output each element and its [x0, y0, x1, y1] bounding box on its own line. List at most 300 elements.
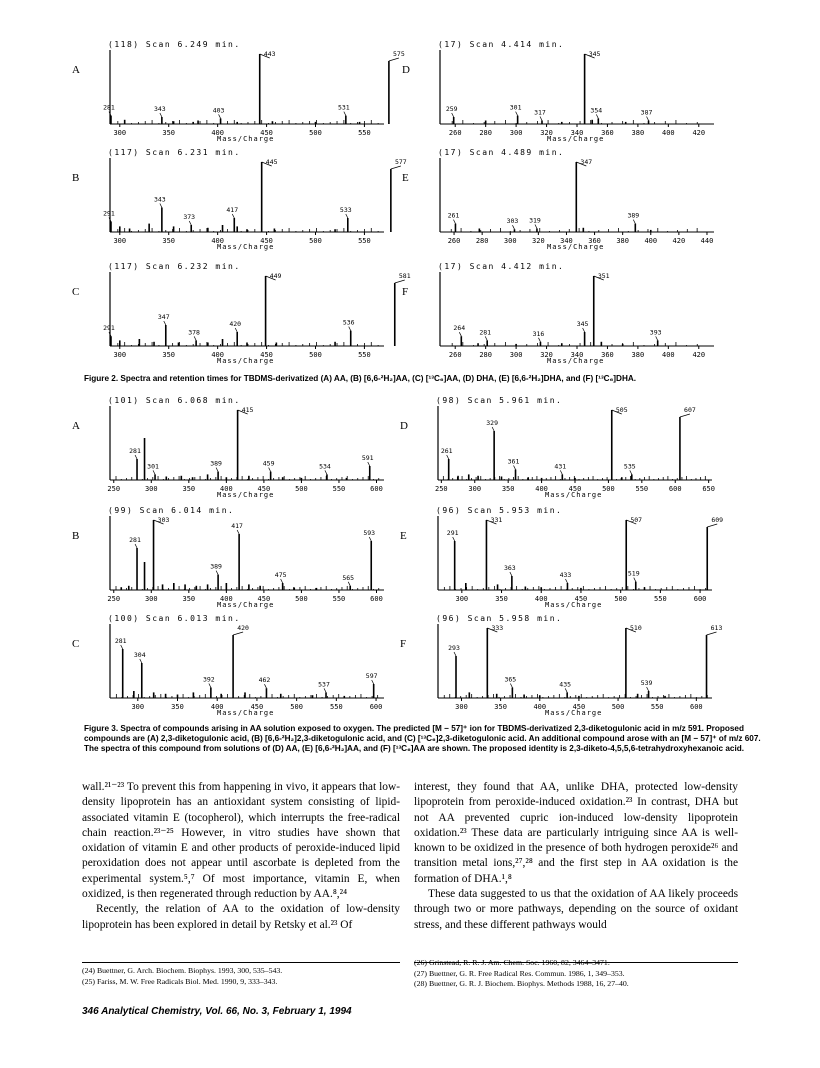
panel-letter: E — [402, 172, 409, 184]
peak-leader-line — [647, 117, 649, 121]
peak-label: 365 — [504, 675, 517, 684]
peak-label: 361 — [507, 457, 520, 466]
x-tick-label: 320 — [540, 129, 553, 137]
peak-label: 445 — [265, 158, 278, 166]
peak-label: 505 — [615, 406, 628, 414]
x-tick-label: 450 — [572, 703, 586, 711]
x-tick-label: 420 — [692, 129, 706, 137]
peak-leader-line — [368, 462, 370, 466]
peak-leader-line — [512, 225, 514, 229]
reference-item: (24) Buettner, G. Arch. Biochem. Biophys. 1993, 300, 535–543. — [82, 966, 283, 975]
peak-label: 443 — [263, 50, 276, 58]
peak-leader-line — [485, 336, 487, 340]
peak-leader-line — [538, 338, 540, 342]
x-tick-label: 350 — [501, 485, 515, 493]
x-tick-label: 400 — [662, 129, 675, 137]
peak-label: 343 — [153, 195, 166, 204]
references-right — [414, 958, 738, 990]
peak-label: 531 — [337, 103, 350, 112]
references-left — [82, 966, 400, 987]
reference-item: (25) Fariss, M. W. Free Radicals Biol. Med. 1990, 9, 333–343. — [82, 976, 278, 986]
figure2-caption-text: Spectra and retention times for TBDMS-derivatized (A) AA, (B) [6,6-²H₂]AA, (C) [¹³C₆]AA, (D) DHA, (E) [6,6-²H₂]DHA, and (F) [¹³C₆]DHA. — [120, 374, 637, 383]
peak-label: 535 — [623, 462, 636, 471]
x-tick-label: 420 — [672, 237, 686, 245]
peak-label: 475 — [274, 571, 287, 579]
peak-leader-line — [565, 579, 567, 583]
peak-label: 281 — [479, 328, 492, 337]
scan-header: (101) Scan 6.068 min. — [108, 396, 241, 405]
peak-leader-line — [216, 468, 218, 472]
x-tick-label: 550 — [330, 703, 343, 711]
peak-label: 591 — [361, 454, 374, 462]
x-tick-label: 450 — [574, 595, 588, 603]
peak-leader-line — [194, 336, 196, 340]
x-tick-label: 550 — [332, 485, 346, 493]
peak-leader-line — [219, 114, 221, 118]
fig2-panel-b — [72, 148, 412, 260]
peak-leader-line — [633, 220, 635, 224]
x-tick-label: 600 — [370, 485, 383, 493]
peak-label: 593 — [363, 529, 376, 537]
peak-label: 317 — [534, 108, 546, 117]
x-tick-label: 250 — [107, 595, 121, 603]
peak-leader-line — [389, 58, 399, 61]
x-tick-label: 450 — [260, 129, 273, 137]
body-right-paragraph-1: interest, they found that AA, unlike DHA, protected low-density lipoprotein from peroxide-induced oxidation.²³ In contrast, DHA but not AA prevented cupric ion-induced low-density lipoprotein oxidation.²³ These data are particularly intriguing since AA is well-known to be oxidized in the presence of both hydrogen peroxide²⁶ and transition metal ions,²⁷,²⁸ and the first step in AA oxidation is the formation of DHA.¹,⁸ — [414, 781, 738, 885]
x-tick-label: 440 — [700, 237, 714, 245]
peak-label: 536 — [342, 318, 355, 327]
scan-header: (17) Scan 4.414 min. — [438, 40, 565, 49]
x-tick-label: 600 — [668, 485, 682, 493]
peak-label: 303 — [157, 516, 170, 524]
x-tick-label: 550 — [654, 595, 667, 603]
peak-label: 347 — [157, 313, 170, 321]
x-tick-label: 280 — [479, 129, 492, 137]
peak-leader-line — [140, 659, 142, 663]
peak-label: 607 — [684, 406, 696, 414]
x-tick-label: 550 — [358, 129, 371, 137]
x-tick-label: 300 — [131, 703, 145, 711]
x-tick-label: 350 — [495, 595, 508, 603]
scan-header: (118) Scan 6.249 min. — [108, 40, 241, 49]
peak-label: 575 — [393, 50, 405, 58]
peak-leader-line — [565, 688, 567, 692]
x-tick-label: 550 — [358, 351, 371, 359]
peak-leader-line — [514, 466, 516, 470]
peak-label: 345 — [576, 320, 589, 328]
figure2-caption-label: Figure 2. — [84, 374, 119, 383]
peak-leader-line — [372, 680, 374, 684]
x-tick-label: 250 — [107, 485, 121, 493]
scan-header: (96) Scan 5.953 min. — [436, 506, 563, 515]
panel-letter: E — [400, 530, 407, 542]
peak-label: 281 — [129, 536, 141, 544]
peak-leader-line — [160, 204, 162, 208]
x-tick-label: 350 — [494, 703, 507, 711]
peak-label: 363 — [503, 564, 516, 572]
x-tick-label: 500 — [309, 129, 322, 137]
x-tick-label: 300 — [113, 129, 127, 137]
peak-label: 519 — [627, 569, 640, 578]
x-tick-label: 420 — [692, 351, 706, 359]
x-tick-label: 400 — [220, 485, 233, 493]
x-tick-label: 280 — [479, 351, 492, 359]
x-tick-label: 300 — [455, 703, 468, 711]
scan-header: (117) Scan 6.232 min. — [108, 262, 241, 271]
x-tick-label: 400 — [211, 237, 224, 245]
peak-label: 373 — [183, 213, 196, 221]
peak-label: 415 — [241, 406, 254, 414]
scan-header: (96) Scan 5.958 min. — [436, 614, 563, 623]
peak-leader-line — [164, 321, 166, 325]
x-tick-label: 400 — [533, 703, 547, 711]
scan-header: (100) Scan 6.013 min. — [108, 614, 241, 623]
scan-header: (98) Scan 5.961 min. — [436, 396, 563, 405]
peak-label: 389 — [210, 459, 222, 468]
peak-leader-line — [232, 214, 234, 218]
fig2-panel-d — [402, 40, 742, 152]
fig3-panel-c — [72, 614, 412, 726]
peak-label: 259 — [445, 105, 458, 113]
peak-leader-line — [269, 468, 271, 472]
x-tick-label: 300 — [509, 129, 523, 137]
scan-header: (117) Scan 6.231 min. — [108, 148, 241, 157]
figure3-caption-label: Figure 3. — [84, 724, 119, 733]
peak-label: 331 — [490, 516, 503, 524]
scan-header: (17) Scan 4.489 min. — [438, 148, 565, 157]
x-tick-label: 260 — [448, 351, 462, 359]
peak-label: 534 — [319, 462, 331, 471]
peak-label: 329 — [486, 419, 499, 427]
peak-label: 261 — [447, 211, 460, 220]
peak-label: 403 — [212, 106, 225, 115]
peak-leader-line — [680, 414, 690, 417]
x-tick-label: 300 — [144, 595, 158, 603]
peak-label: 293 — [448, 644, 460, 652]
peak-leader-line — [395, 280, 405, 283]
page-footer: 346 Analytical Chemistry, Vol. 66, No. 3, February 1, 1994 — [82, 1006, 352, 1017]
fig3-panel-f — [400, 614, 740, 726]
peak-leader-line — [510, 572, 512, 576]
peak-leader-line — [510, 684, 512, 688]
peak-label: 537 — [318, 680, 330, 689]
x-tick-label: 400 — [534, 595, 548, 603]
x-axis-label: Mass/Charge — [545, 709, 603, 717]
x-tick-label: 500 — [309, 351, 322, 359]
peak-label: 347 — [580, 158, 593, 166]
fig3-panel-e — [400, 506, 740, 618]
peak-leader-line — [135, 455, 137, 459]
x-tick-label: 500 — [611, 703, 625, 711]
peak-leader-line — [235, 328, 237, 332]
peak-leader-line — [264, 684, 266, 688]
peak-leader-line — [348, 582, 350, 586]
x-tick-label: 320 — [540, 351, 553, 359]
peak-label: 281 — [114, 637, 127, 645]
x-tick-label: 360 — [601, 351, 614, 359]
peak-leader-line — [349, 327, 351, 331]
peak-leader-line — [324, 688, 326, 692]
peak-label: 613 — [710, 624, 723, 632]
x-tick-label: 320 — [532, 237, 545, 245]
peak-leader-line — [560, 470, 562, 474]
x-tick-label: 350 — [162, 129, 176, 137]
peak-label: 291 — [103, 324, 115, 333]
x-tick-label: 380 — [631, 351, 645, 359]
peak-label: 387 — [640, 108, 653, 117]
x-tick-label: 500 — [290, 703, 303, 711]
peak-leader-line — [492, 427, 494, 431]
panel-letter: A — [72, 420, 80, 432]
peak-leader-line — [135, 544, 137, 548]
peak-label: 351 — [597, 272, 610, 280]
x-tick-label: 500 — [602, 485, 615, 493]
peak-leader-line — [707, 524, 717, 527]
peak-leader-line — [189, 221, 191, 225]
peak-leader-line — [535, 225, 537, 229]
peak-label: 577 — [394, 158, 407, 166]
x-tick-label: 360 — [601, 129, 614, 137]
peak-label: 417 — [226, 206, 239, 214]
peak-label: 431 — [554, 462, 567, 471]
peak-label: 539 — [640, 679, 653, 687]
peak-leader-line — [447, 455, 449, 459]
x-tick-label: 250 — [435, 485, 448, 493]
x-tick-label: 350 — [162, 351, 176, 359]
x-axis-label: Mass/Charge — [217, 357, 275, 365]
panel-letter: C — [72, 638, 80, 650]
peak-label: 435 — [559, 680, 572, 689]
peak-leader-line — [656, 336, 658, 340]
body-left-column — [82, 780, 400, 933]
fig3-panel-a — [72, 396, 412, 508]
peak-label: 449 — [269, 272, 282, 280]
peak-label: 597 — [365, 672, 378, 680]
panel-letter: D — [402, 64, 410, 76]
peak-leader-line — [459, 332, 461, 336]
peak-leader-line — [369, 537, 371, 541]
peak-label: 343 — [153, 105, 166, 113]
peak-label: 261 — [440, 447, 453, 455]
x-tick-label: 400 — [211, 129, 224, 137]
figure2-caption — [84, 374, 774, 384]
peak-label: 303 — [506, 217, 519, 226]
peak-label: 420 — [237, 624, 249, 632]
x-axis-label: Mass/Charge — [545, 601, 603, 609]
x-tick-label: 300 — [113, 351, 127, 359]
peak-leader-line — [596, 114, 598, 118]
fig2-panel-c — [72, 262, 412, 374]
x-tick-label: 450 — [250, 703, 264, 711]
peak-label: 301 — [509, 103, 522, 112]
x-tick-label: 450 — [257, 595, 271, 603]
x-tick-label: 300 — [113, 237, 127, 245]
x-axis-label: Mass/Charge — [217, 601, 275, 609]
x-tick-label: 360 — [588, 237, 601, 245]
peak-leader-line — [209, 684, 211, 688]
fig3-panel-d — [400, 396, 740, 508]
reference-item: (28) Buettner, G. R. J. Biochem. Biophys. Methods 1988, 16, 27–40. — [414, 979, 629, 988]
x-tick-label: 300 — [509, 351, 523, 359]
fig3-panel-b — [72, 506, 412, 618]
x-tick-label: 350 — [182, 485, 196, 493]
x-axis-label: Mass/Charge — [547, 357, 605, 365]
peak-leader-line — [454, 652, 456, 656]
figure3-caption — [84, 724, 774, 754]
x-axis-label: Mass/Charge — [217, 709, 275, 717]
x-tick-label: 500 — [309, 237, 322, 245]
peak-label: 291 — [103, 209, 115, 218]
x-tick-label: 300 — [455, 595, 469, 603]
x-axis-label: Mass/Charge — [547, 135, 605, 143]
x-tick-label: 450 — [260, 237, 273, 245]
x-tick-label: 300 — [468, 485, 482, 493]
x-tick-label: 550 — [635, 485, 649, 493]
peak-leader-line — [344, 112, 346, 116]
peak-label: 291 — [446, 529, 459, 537]
peak-leader-line — [452, 113, 454, 117]
x-tick-label: 260 — [448, 129, 462, 137]
peak-label: 533 — [339, 206, 352, 214]
x-tick-label: 400 — [662, 351, 675, 359]
panel-letter: C — [72, 286, 80, 298]
peak-label: 333 — [491, 624, 504, 632]
peak-label: 304 — [133, 651, 146, 659]
scan-header: (99) Scan 6.014 min. — [108, 506, 235, 515]
fig2-panel-e — [402, 148, 742, 260]
peak-leader-line — [237, 530, 239, 534]
body-right-paragraph-2: These data suggested to us that the oxidation of AA likely proceeds through two or more pathways, depending on the source of oxidant stress, and these different pathways would — [414, 888, 738, 931]
peak-label: 609 — [711, 516, 724, 524]
peak-label: 345 — [588, 50, 601, 58]
x-tick-label: 400 — [535, 485, 548, 493]
peak-leader-line — [453, 537, 455, 541]
peak-leader-line — [583, 328, 585, 332]
peak-label: 281 — [129, 447, 141, 455]
x-tick-label: 600 — [690, 703, 703, 711]
x-tick-label: 500 — [614, 595, 627, 603]
peak-label: 319 — [529, 216, 541, 225]
peak-leader-line — [281, 579, 283, 583]
peak-label: 354 — [590, 106, 603, 115]
panel-letter: B — [72, 530, 80, 542]
body-left-paragraph-1: wall.²¹⁻²³ To prevent this from happening in vivo, it appears that low-density lipoprotein has an antioxidant system consisting of lipid-associated vitamin E (tocopherol), which interrupts the free-radical chain reaction.²³⁻²⁵ However, in vitro studies have shown that oxidation of vitamin E and other products of peroxide-induced lipid peroxidation does not appear until ascorbate is depleted from the experimental system.⁵,⁷ Of most importance, vitamin E, when oxidized, is then regenerated through reduction by AA.⁸,²⁴ — [82, 781, 400, 901]
peak-leader-line — [630, 470, 632, 474]
x-tick-label: 400 — [210, 703, 224, 711]
panel-letter: F — [400, 638, 407, 650]
x-tick-label: 300 — [144, 485, 158, 493]
peak-label: 378 — [188, 328, 200, 337]
x-tick-label: 600 — [370, 595, 383, 603]
x-tick-label: 350 — [182, 595, 196, 603]
peak-leader-line — [707, 632, 717, 635]
x-tick-label: 300 — [503, 237, 517, 245]
peak-label: 510 — [630, 624, 642, 632]
panel-letter: A — [72, 64, 80, 76]
references-rule-left — [82, 962, 400, 963]
peak-leader-line — [346, 214, 348, 218]
peak-label: 462 — [258, 676, 271, 685]
x-axis-label: Mass/Charge — [217, 243, 275, 251]
x-tick-label: 380 — [616, 237, 629, 245]
x-axis-label: Mass/Charge — [217, 491, 275, 499]
peak-label: 417 — [231, 522, 243, 530]
peak-label: 316 — [532, 329, 545, 338]
peak-label: 393 — [649, 328, 662, 337]
x-tick-label: 450 — [568, 485, 582, 493]
peak-leader-line — [647, 687, 649, 691]
peak-leader-line — [121, 645, 123, 649]
peak-leader-line — [453, 220, 455, 224]
peak-leader-line — [153, 470, 155, 474]
x-tick-label: 500 — [295, 595, 308, 603]
x-tick-label: 600 — [693, 595, 707, 603]
peak-label: 565 — [342, 573, 355, 582]
peak-label: 281 — [103, 103, 115, 112]
peak-leader-line — [540, 117, 542, 121]
x-tick-label: 650 — [702, 485, 715, 493]
x-tick-label: 280 — [475, 237, 489, 245]
x-tick-label: 350 — [171, 703, 184, 711]
x-tick-label: 350 — [162, 237, 176, 245]
peak-leader-line — [233, 632, 243, 635]
x-tick-label: 260 — [447, 237, 461, 245]
peak-leader-line — [516, 112, 518, 116]
reference-item: (26) Grinstead, R. R. J. Am. Chem. Soc. 1960, 82, 3464–3471. — [414, 958, 610, 967]
peak-label: 389 — [210, 562, 222, 571]
peak-leader-line — [634, 578, 636, 582]
x-tick-label: 340 — [560, 237, 573, 245]
body-left-paragraph-2: Recently, the relation of AA to the oxidation of low-density lipoprotein has been explored in detail by Retsky et al.²³ Of — [82, 903, 400, 931]
x-tick-label: 400 — [644, 237, 658, 245]
body-right-column — [414, 780, 738, 933]
x-tick-label: 500 — [295, 485, 308, 493]
panel-letter: D — [400, 420, 408, 432]
x-tick-label: 550 — [650, 703, 664, 711]
peak-label: 433 — [559, 571, 572, 579]
x-tick-label: 550 — [358, 237, 371, 245]
peak-label: 264 — [453, 324, 466, 333]
x-tick-label: 450 — [260, 351, 273, 359]
x-tick-label: 550 — [332, 595, 346, 603]
x-tick-label: 340 — [570, 351, 584, 359]
peak-leader-line — [216, 571, 218, 575]
x-tick-label: 450 — [257, 485, 271, 493]
fig2-panel-a — [72, 40, 412, 152]
panel-letter: B — [72, 172, 80, 184]
peak-label: 581 — [398, 272, 411, 280]
figure3-caption-text: Spectra of compounds arising in AA solution exposed to oxygen. The predicted [M − 57]⁺ ion for TBDMS-derivatized 2,3-diketogulonic acid in m/z 591. Proposed compounds are (A) 2,3-diketogulonic acid, (B) [6,6-²H₂]2,3-diketogulonic acid, and (C) [¹³C₆]2,3-diketogulonic acid. An additional compound arose with an [M − 57]⁺ of m/z 607. The spectra of this compound from solutions of (D) AA, (E) [6,6-²H₂]AA, and (F) [¹³C₆]AA are shown. The proposed identity is 2,3-diketo-4,5,5,6-tetrahydroxyhexanoic acid. — [84, 724, 761, 753]
reference-item: (27) Buettner, G. R. Free Radical Res. Commun. 1986, 1, 349–353. — [414, 968, 625, 978]
peak-label: 459 — [262, 459, 275, 468]
x-tick-label: 600 — [369, 703, 383, 711]
x-tick-label: 340 — [570, 129, 584, 137]
x-tick-label: 400 — [211, 351, 224, 359]
peak-label: 301 — [147, 462, 159, 471]
panel-letter: F — [402, 286, 409, 298]
x-tick-label: 400 — [220, 595, 233, 603]
scan-header: (17) Scan 4.412 min. — [438, 262, 565, 271]
peak-label: 420 — [229, 320, 242, 328]
x-axis-label: Mass/Charge — [547, 243, 605, 251]
peak-leader-line — [325, 470, 327, 474]
x-axis-label: Mass/Charge — [545, 491, 603, 499]
peak-leader-line — [160, 113, 162, 117]
peak-label: 507 — [630, 516, 643, 524]
peak-label: 392 — [202, 675, 215, 684]
peak-leader-line — [391, 166, 401, 169]
peak-label: 389 — [627, 211, 640, 220]
